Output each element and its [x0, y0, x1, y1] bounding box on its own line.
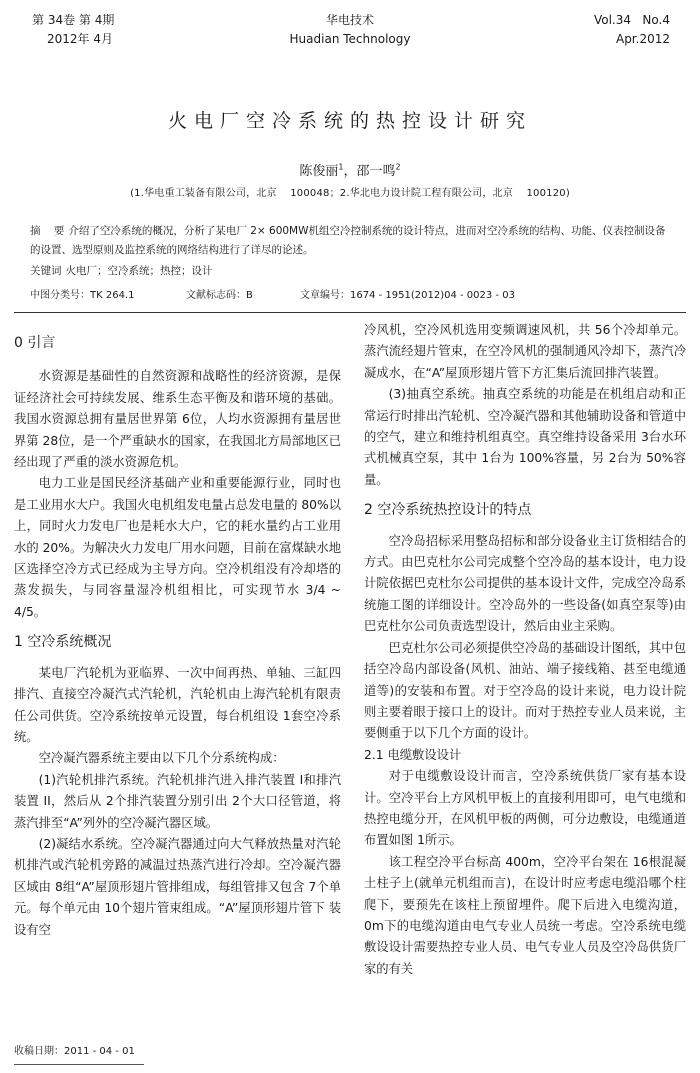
section-heading: 2 空冷系统热控设计的特点	[364, 502, 532, 519]
clc-number: 中图分类号：TK 264.1	[30, 290, 135, 301]
footnote-rule	[14, 1064, 144, 1065]
journal-date-en: Apr.2012	[615, 32, 670, 46]
header-divider	[14, 312, 686, 313]
article-title: 火电厂空冷系统的热控设计研究	[167, 110, 532, 132]
abstract	[30, 222, 675, 260]
keywords-text: 火电厂；空冷系统；热控；设计	[65, 265, 213, 277]
keywords-label: 关键词	[30, 265, 62, 277]
paragraph: 某电厂汽轮机为亚临界、一次中间再热、单轴、三缸四排汽、直接空冷凝汽式汽轮机，汽轮机由上海汽轮机有限责任公司供货。空冷系统按单元设置，每台机组设 1套空冷系统。	[14, 665, 341, 744]
paragraph: 空冷凝汽器系统主要由以下几个分系统构成：	[38, 751, 285, 766]
paragraph: 该工程空冷平台标高 400m，空冷平台架在 16根混凝土柱子上(就单元机组而言)，在设计时应考虑电缆沿哪个柱爬下，要预先在该柱上预留埋件。爬下后进入电缆沟道，0m下的电缆沟道由电气专业人员统一考虑。空冷系统电缆敷设设计需要热控专业人员、电气专业人员及空冷岛供货厂家的有关	[364, 854, 686, 976]
paragraph: 空冷岛招标采用整岛招标和部分设备业主订货相结合的方式。由巴克杜尔公司完成整个空冷岛的基本设计，电力设计院依据巴克杜尔公司提供的基本设计文件，完成空冷岛系统施工图的详细设计。空冷岛外的一些设备(如真空泵等)由巴克杜尔公司负责选型设计，然后由业主采购。	[364, 533, 686, 634]
section-heading: 1 空冷系统概况	[14, 634, 112, 651]
received-date: 收稿日期：2011 - 04 - 01	[14, 1046, 135, 1057]
affiliation: (1.华电重工装备有限公司，北京 100048；2.华北电力设计院工程有限公司，北京 100120)	[130, 188, 570, 199]
paragraph: 巴克杜尔公司必须提供空冷岛的基础设计图纸，其中包括空冷岛内部设备(风机、油站、端子接线箱、甚至电缆通道等)的安装和布置。对于空冷岛的设计来说，电力设计院则主要着眼于接口上的设计。而对于热控专业人员来说，主要侧重于以下几个方面的设计。	[364, 640, 686, 741]
paragraph: 冷风机，空冷风机选用变频调速风机，共 56个冷却单元。蒸汽流经翅片管束，在空冷风机的强制通风冷却下，蒸汽冷凝成水，在“A”屋顶形翅片管下方汇集后流回排汽装置。	[364, 323, 686, 380]
paragraph: (1)汽轮机排汽系统。汽轮机排汽进入排汽装置 I和排汽装置 II，然后从 2个排汽装置分别引出 2个大口径管道，将蒸汽排至“A”列外的空冷凝汽器区域。	[14, 772, 341, 830]
paragraph: (3)抽真空系统。抽真空系统的功能是在机组启动和正常运行时排出汽轮机、空冷凝汽器和其他辅助设备和管道中的空气，建立和维持机组真空。真空维持设备采用 3台水环式机械真空泵，其中 1台为 100%容量，另 2台为 50%容量。	[364, 387, 686, 487]
document-code: 文献标志码：B	[186, 290, 253, 301]
paragraph: (2)凝结水系统。空冷凝汽器通过向大气释放热量对汽轮机排汽或汽轮机旁路的减温过热蒸汽进行冷却。空冷凝汽器区域由 8组“A”屋顶形翅片管排组成，每组管排又包含 7个单元。每个单元由 10个翅片管束组成。“A”屋顶形翅片管下 装设有空	[14, 836, 341, 937]
article-number: 文章编号：1674 - 1951(2012)04 - 0023 - 03	[300, 290, 515, 301]
author-name: 邵一鸣	[356, 164, 396, 179]
journal-volume-cn: 第 34卷 第 4期	[32, 13, 115, 27]
journal-volume-en: Vol.34 No.4	[593, 13, 670, 27]
journal-name-en: Huadian Technology	[289, 32, 411, 46]
keywords	[30, 262, 675, 281]
subsection-heading: 2.1 电缆敷设设计	[364, 747, 462, 762]
author-affiliation-mark: 2	[395, 162, 401, 172]
left-column	[14, 333, 341, 941]
paragraph: 水资源是基础性的自然资源和战略性的经济资源，是保证经济社会可持续发展、维系生态平衡及和谐环境的基础。我国水资源总拥有量居世界第 6位，人均水资源拥有量居世界第 28位，是一个严重缺水的国家，在我国北方局部地区已经出现了严重的淡水资源危机。	[14, 369, 341, 470]
author-affiliation-mark: 1	[338, 162, 344, 172]
abstract-label: 摘 要	[30, 225, 65, 237]
author-list: 陈俊丽$^1$，邵一鸣$^2$	[299, 162, 401, 179]
author-name: 陈俊丽	[299, 164, 339, 179]
journal-date-cn: 2012年 4月	[47, 32, 113, 46]
paragraph: 对于电缆敷设设计而言，空冷系统供货厂家有基本设计。空冷平台上方风机甲板上的直接利用即可，电气电缆和热控电缆分开，在风机甲板的两侧，可分边敷设，电缆通道布置如图 1所示。	[364, 769, 686, 848]
abstract-text: 介绍了空冷系统的概况，分析了某电厂 2× 600MW机组空冷控制系统的设计特点，进而对空冷系统的结构、功能、仪表控制设备的设置、选型原则及监控系统的网络结构进行了详尽的论述。	[30, 225, 666, 256]
right-column	[364, 320, 686, 980]
journal-name-cn: 华电技术	[325, 13, 374, 27]
paragraph: 电力工业是国民经济基础产业和重要能源行业，同时也是工业用水大户。我国火电机组发电量占总发电量的 80%以上，同时火力发电厂也是耗水大户，它的耗水量约占工业用水的 20%。为解决火力发电厂用水问题，目前在富煤缺水地区选择空冷方式已经成为主导方向。空冷机组没有冷却塔的蒸发损失，与同容量湿冷机组相比，可实现节水 3/4 ~ 4/5。	[14, 476, 341, 619]
section-heading: 0 引言	[14, 335, 56, 351]
